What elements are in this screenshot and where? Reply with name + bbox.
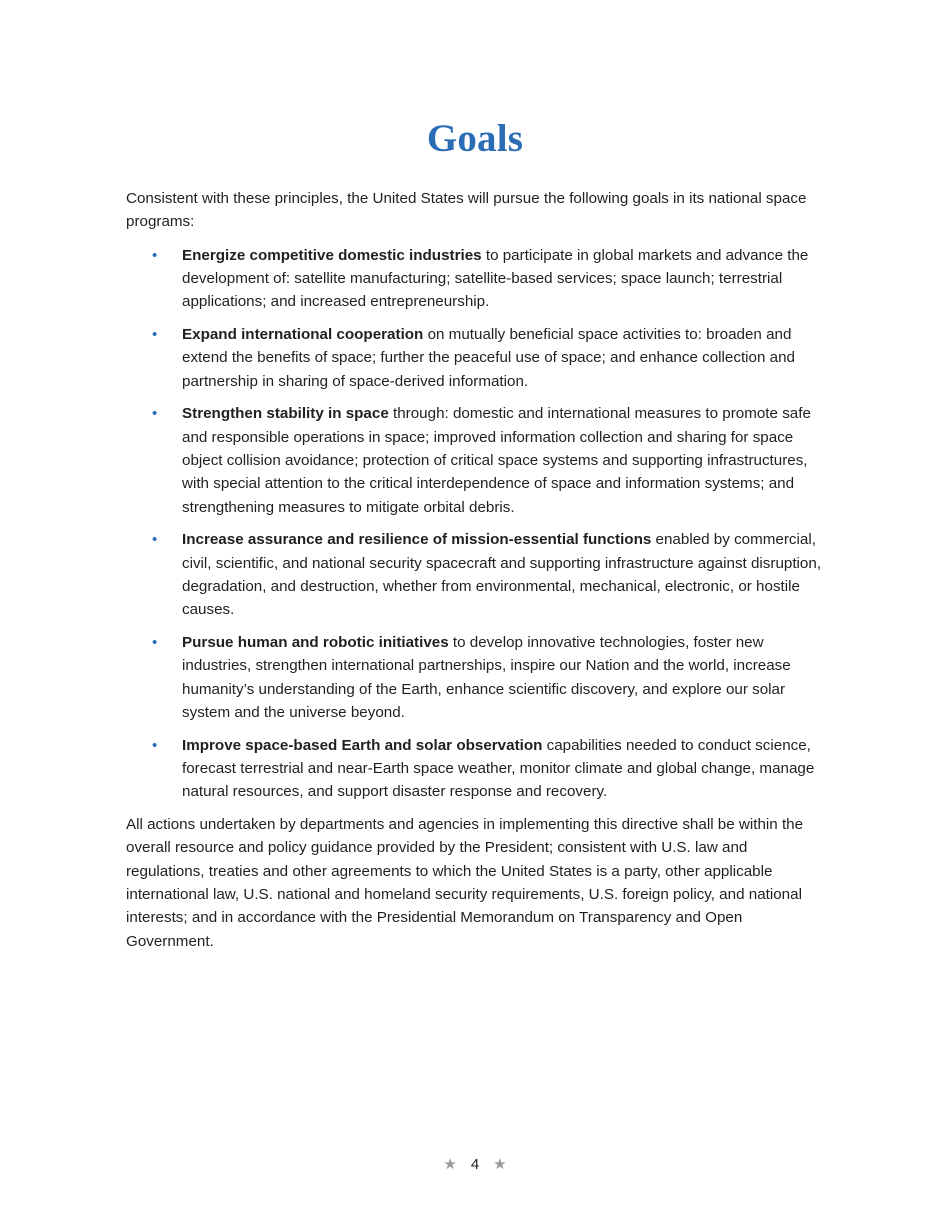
goal-item	[152, 528, 830, 621]
goal-text: capabilities needed to conduct science, forecast terrestrial and near-Earth space weather, monitor climate and global change, manage natural resources, and support disaster response and recovery.	[182, 736, 815, 801]
intro-paragraph: Consistent with these principles, the United States will pursue the following goals in its national space programs:	[126, 190, 807, 231]
goal-heading: Improve space-based Earth and solar observation	[182, 736, 543, 754]
page-number: 4	[470, 1156, 480, 1173]
star-icon: ★	[443, 1156, 457, 1173]
goal-heading: Expand international cooperation	[182, 325, 424, 343]
goal-item	[152, 402, 830, 518]
goal-item	[152, 631, 830, 724]
star-icon: ★	[493, 1156, 507, 1173]
bullet-icon: •	[152, 634, 158, 652]
bullet-icon: •	[152, 405, 158, 423]
goal-text: through: domestic and international measures to promote safe and responsible operations in space; improved information collection and sharing for space object collision avoidance; protection of critical space systems and supporting infrastructures, with special attention to the critical interdependence of space and information systems; and strengthening measures to mitigate orbital debris.	[182, 405, 811, 516]
goal-heading: Pursue human and robotic initiatives	[182, 634, 449, 652]
goal-text: to develop innovative technologies, foster new industries, strengthen international partnerships, inspire our Nation and the world, increase humanity’s understanding of the Earth, enhance scientific discovery, and explore our solar system and the universe beyond.	[182, 634, 791, 721]
goal-item	[152, 734, 830, 804]
goal-text: on mutually beneficial space activities to: broaden and extend the benefits of space; further the peaceful use of space; and enhance collection and partnership in sharing of space-derived information.	[182, 325, 795, 390]
goal-heading: Strengthen stability in space	[182, 405, 389, 423]
goal-text: enabled by commercial, civil, scientific, and national security spacecraft and supporting infrastructure against disruption, degradation, and destruction, whether from environmental, mechanical, electronic, or hostile causes.	[182, 531, 822, 619]
bullet-icon: •	[152, 736, 158, 754]
goal-item	[152, 244, 830, 314]
body-content	[126, 187, 830, 953]
goals-list	[126, 244, 830, 804]
goal-heading: Energize competitive domestic industries	[182, 246, 482, 264]
closing-paragraph: All actions undertaken by departments and agencies in implementing this directive shall be within the overall resource and policy guidance provided by the President; consistent with U.S. law and regulations, treaties and other agreements to which the United States is a party, other applicable international law, U.S. national and homeland security requirements, U.S. foreign policy, and national interests; and in accordance with the Presidential Memorandum on Transparency and Open Government.	[126, 816, 804, 950]
bullet-icon: •	[152, 531, 158, 549]
bullet-icon: •	[152, 246, 158, 264]
page-title: Goals	[426, 117, 524, 160]
goal-heading: Increase assurance and resilience of mission-essential functions	[182, 531, 652, 549]
goal-text: to participate in global markets and advance the development of: satellite manufacturing; satellite-based services; space launch; terrestrial applications; and increased entrepreneurship.	[182, 246, 809, 311]
bullet-icon: •	[152, 325, 158, 343]
goal-item	[152, 323, 830, 393]
page-footer	[0, 1155, 950, 1173]
